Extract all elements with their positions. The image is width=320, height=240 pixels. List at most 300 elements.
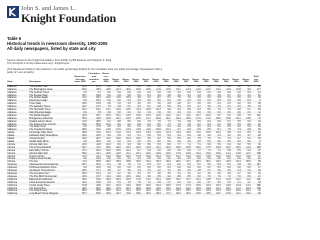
value-cell: 8.2 <box>137 120 141 123</box>
newspaper-cell: Times Daily <box>29 103 42 106</box>
value-cell: 36.7 <box>73 164 87 167</box>
value-cell: 7.5 <box>177 97 181 100</box>
value-cell: 6.1 <box>141 106 151 109</box>
value-cell: 7.5 <box>131 182 141 185</box>
value-cell: 26.7 <box>96 138 101 141</box>
value-cell: 6.7 <box>197 85 201 88</box>
value-cell: 9.5 <box>241 89 251 92</box>
value-cell: 7.0 <box>187 97 191 100</box>
value-cell: 4.8 <box>161 95 171 98</box>
value-cell: 51 <box>251 95 261 98</box>
value-cell: 17.9 <box>191 118 201 121</box>
value-cell: 18.9 <box>181 147 191 150</box>
value-cell: 12.9 <box>156 132 161 135</box>
value-cell: 0.0 <box>83 126 87 129</box>
value-cell: 17.2 <box>201 118 211 121</box>
value-cell: 6.5 <box>217 143 221 146</box>
state-cell: Arizona <box>7 155 16 158</box>
newspaper-cell: Today's News-Herald <box>29 158 73 161</box>
value-cell: 59.0 <box>87 188 101 191</box>
value-cell: 97 <box>258 149 261 152</box>
value-cell: 17.3 <box>186 184 191 187</box>
value-cell: 14.1 <box>196 178 201 181</box>
value-cell: 11.5 <box>131 129 141 132</box>
value-cell: 0.0 <box>191 112 201 115</box>
value-cell: 3.1 <box>241 95 251 98</box>
value-cell: 13.1 <box>106 109 111 112</box>
value-cell: 8.0 <box>167 143 171 146</box>
value-cell: 66.2 <box>73 89 87 92</box>
value-cell: 8.8 <box>131 124 141 127</box>
value-cell: 158 <box>251 188 261 191</box>
value-cell: 26.1 <box>196 161 201 164</box>
value-cell: 21.1 <box>151 147 161 150</box>
table-header-row <box>7 73 261 85</box>
value-cell: 18.3 <box>126 178 131 181</box>
value-cell: 20.1 <box>161 118 171 121</box>
newspaper-cell: The Selma Times-Journal <box>29 124 73 127</box>
explanation-note-cont: parity of 1 are at parity.) <box>7 70 35 74</box>
value-cell: 0.0 <box>201 112 211 115</box>
report-link[interactable]: The full report is at http://www.asne.org/...knight/report <box>7 62 70 66</box>
value-cell: 9.1 <box>147 97 151 100</box>
value-cell: 6.0 <box>131 95 141 98</box>
value-cell: 46.3 <box>82 114 87 117</box>
value-cell: 19.6 <box>106 178 111 181</box>
value-cell: 5.7 <box>201 182 211 185</box>
newspaper-cell: Anchorage Daily News <box>29 132 53 135</box>
state-cell: Arkansas <box>7 172 17 175</box>
value-cell: 2.7 <box>187 103 191 106</box>
newspaper-cell: Daily Mountain Eagle <box>29 112 73 115</box>
value-cell: 21.1 <box>231 193 241 196</box>
value-cell: 3.2 <box>137 103 141 106</box>
value-cell: 5.4 <box>161 135 171 138</box>
column-header: Circulation area nonwhite pct. <box>88 73 100 84</box>
column-header: Newsr. 2001 <box>141 73 151 85</box>
value-cell: 211 <box>251 164 261 167</box>
value-cell: 3.2 <box>151 170 161 173</box>
value-cell: 28.4 <box>151 193 161 196</box>
value-cell: 23.6 <box>201 193 211 196</box>
value-cell: 4.0 <box>231 135 241 138</box>
value-cell: 7.8 <box>111 164 121 167</box>
value-cell: 0.0 <box>241 112 251 115</box>
value-cell: 19.1 <box>211 188 221 191</box>
value-cell: 0.0 <box>187 126 191 129</box>
value-cell: 33.8 <box>126 161 131 164</box>
value-cell: 7.0 <box>227 138 231 141</box>
value-cell: 11 <box>251 112 261 115</box>
value-cell: 0.0 <box>127 126 131 129</box>
value-cell: 5.5 <box>237 120 241 123</box>
value-cell: 22.2 <box>171 188 181 191</box>
value-cell: 0.0 <box>217 167 221 170</box>
value-cell: 15.1 <box>171 89 181 92</box>
value-cell: 38.0 <box>73 129 87 132</box>
value-cell: 15.0 <box>211 153 221 156</box>
value-cell: 14.9 <box>116 132 121 135</box>
newspaper-cell: The Birmingham News <box>29 89 73 92</box>
value-cell: 177 <box>251 89 261 92</box>
value-cell: 0.0 <box>101 141 111 144</box>
value-cell: 5.3 <box>211 164 221 167</box>
newspaper-cell: The Jonesboro Sun <box>29 172 50 175</box>
value-cell: 6.4 <box>131 106 141 109</box>
value-cell: 8.3 <box>177 149 181 152</box>
column-header: Newsr. 1995 <box>201 73 211 85</box>
value-cell: 5.2 <box>171 106 181 109</box>
value-cell: 23.5 <box>87 135 101 138</box>
value-cell: 29.4 <box>141 193 151 196</box>
value-cell: 25.1 <box>186 190 191 193</box>
value-cell: 13.0 <box>191 89 201 92</box>
value-cell: 8.0 <box>187 149 191 152</box>
value-cell: 5.0 <box>157 85 161 88</box>
value-cell: 12.5 <box>226 155 231 158</box>
value-cell: 10.0 <box>136 138 141 141</box>
value-cell: 0.0 <box>101 100 111 103</box>
newspaper-cell: Northwest Arkansas Times <box>29 167 57 170</box>
value-cell: 0.0 <box>181 158 191 161</box>
value-cell: 14.7 <box>186 178 191 181</box>
value-cell: 17.0 <box>146 178 151 181</box>
value-cell: 0.0 <box>117 91 121 94</box>
value-cell: 15.3 <box>96 172 101 175</box>
value-cell: 8.8 <box>117 120 121 123</box>
value-cell: 48.5 <box>73 188 87 191</box>
value-cell: 12.2 <box>236 178 241 181</box>
value-cell: 2.7 <box>201 170 211 173</box>
value-cell: 0.0 <box>231 112 241 115</box>
value-cell: 7.8 <box>121 182 131 185</box>
value-cell: 15.4 <box>106 132 111 135</box>
value-cell: 12.1 <box>211 89 221 92</box>
value-cell: 9.2 <box>157 138 161 141</box>
value-cell: 5.2 <box>171 135 181 138</box>
column-header: Newsr. 1997 <box>181 73 191 85</box>
value-cell: 13.8 <box>241 118 251 121</box>
value-cell: 6.8 <box>117 85 121 88</box>
value-cell: 8.4 <box>197 109 201 112</box>
value-cell: 24.8 <box>141 188 151 191</box>
value-cell: 41 <box>258 190 261 193</box>
value-cell: 16.2 <box>221 147 231 150</box>
value-cell: 17.2 <box>87 106 101 109</box>
newspaper-cell: The Pine Bluff Commercial <box>29 176 73 179</box>
value-cell: 47.3 <box>82 155 87 158</box>
value-cell: 22 <box>258 120 261 123</box>
value-cell: 21.5 <box>126 184 131 187</box>
value-cell: 18.4 <box>221 188 231 191</box>
value-cell: 21.8 <box>141 147 151 150</box>
value-cell: 0.0 <box>121 112 131 115</box>
state-cell: Alabama <box>7 112 29 115</box>
state-cell: Alabama <box>7 120 17 123</box>
state-cell: Arizona <box>7 158 29 161</box>
value-cell: 9.1 <box>137 85 141 88</box>
value-cell: 6.7 <box>121 106 131 109</box>
state-cell: California <box>7 182 29 185</box>
newspaper-cell: Arizona Daily Sun <box>29 143 48 146</box>
value-cell: 9.6 <box>147 138 151 141</box>
value-cell: 12.9 <box>96 167 101 170</box>
value-cell: 12.6 <box>116 109 121 112</box>
value-cell: 7.3 <box>221 176 231 179</box>
value-cell: 0.0 <box>131 158 141 161</box>
value-cell: 9.3 <box>227 114 231 117</box>
value-cell: 16.5 <box>161 89 171 92</box>
value-cell: 0.0 <box>221 100 231 103</box>
value-cell: 23.3 <box>226 161 231 164</box>
value-cell: 91 <box>258 132 261 135</box>
value-cell: 6.2 <box>207 120 211 123</box>
value-cell: 0.0 <box>147 126 151 129</box>
state-cell: California <box>7 188 29 191</box>
value-cell: 0.0 <box>107 126 111 129</box>
value-cell: 8.1 <box>111 182 121 185</box>
value-cell: 8.2 <box>187 138 191 141</box>
value-cell: 4.2 <box>221 135 231 138</box>
value-cell: 23.3 <box>206 190 211 193</box>
value-cell: 14.3 <box>241 147 251 150</box>
newspaper-cell: Bakersfield Californian <box>29 178 53 181</box>
value-cell: 6.4 <box>161 164 171 167</box>
value-cell: 8.3 <box>157 143 161 146</box>
value-cell: 2.6 <box>197 103 201 106</box>
knight-foundation-logo-icon <box>7 6 19 18</box>
value-cell: 18.2 <box>191 147 201 150</box>
value-cell: 0.0 <box>83 167 87 170</box>
value-cell: 13.1 <box>216 178 221 181</box>
value-cell: 16.2 <box>191 153 201 156</box>
value-cell: 6.7 <box>191 124 201 127</box>
value-cell: 3.9 <box>231 106 241 109</box>
value-cell: 19.6 <box>171 147 181 150</box>
value-cell: 23.1 <box>106 184 111 187</box>
value-cell: 6.3 <box>227 143 231 146</box>
column-header: Newsr. 1994 <box>211 73 221 85</box>
value-cell: 10 <box>251 124 261 127</box>
value-cell: 8.1 <box>101 164 111 167</box>
value-cell: 9.8 <box>227 132 231 135</box>
value-cell: 0.0 <box>151 100 161 103</box>
value-cell: 41.8 <box>96 143 101 146</box>
value-cell: 11.4 <box>101 176 111 179</box>
value-cell: 22.5 <box>131 118 141 121</box>
value-cell: 12.7 <box>201 89 211 92</box>
value-cell: 0.0 <box>167 167 171 170</box>
value-cell: 8.5 <box>147 85 151 88</box>
value-cell: 2.4 <box>217 103 221 106</box>
value-cell: 3.3 <box>127 103 131 106</box>
value-cell: 7.2 <box>227 109 231 112</box>
value-cell: 8.6 <box>147 143 151 146</box>
value-cell: 4.3 <box>211 106 221 109</box>
state-cell: California <box>7 178 17 181</box>
value-cell: 16 <box>258 126 261 129</box>
value-cell: 2.5 <box>247 172 251 175</box>
value-cell: 0.0 <box>131 112 141 115</box>
value-cell: 6.8 <box>187 120 191 123</box>
column-header: Newsr. 2003 <box>121 73 131 85</box>
value-cell: 3.7 <box>111 170 121 173</box>
value-cell: 18 <box>258 138 261 141</box>
value-cell: 11.2 <box>106 138 111 141</box>
value-cell: 7.3 <box>171 124 181 127</box>
value-cell: 10.6 <box>151 129 161 132</box>
value-cell: 12.4 <box>166 132 171 135</box>
value-cell: 9.4 <box>237 132 241 135</box>
value-cell: 7.2 <box>131 164 141 167</box>
value-cell: 6.4 <box>201 124 211 127</box>
value-cell: 3.4 <box>131 170 141 173</box>
value-cell: 29 <box>258 161 261 164</box>
value-cell: 5.1 <box>231 182 241 185</box>
value-cell: 14.4 <box>181 89 191 92</box>
value-cell: 6.1 <box>247 109 251 112</box>
value-cell: 3.9 <box>137 172 141 175</box>
brand-subtitle: John S. and James L. <box>21 5 76 12</box>
value-cell: 0.0 <box>207 126 211 129</box>
value-cell: 16.5 <box>211 118 221 121</box>
value-cell: 0.0 <box>211 100 221 103</box>
value-cell: 15.8 <box>221 118 231 121</box>
value-cell: 24.0 <box>73 176 87 179</box>
value-cell: 3.0 <box>171 170 181 173</box>
value-cell: 31.6 <box>96 132 101 135</box>
value-cell: 11.0 <box>141 129 151 132</box>
state-cell: Arkansas <box>7 176 29 179</box>
value-cell: 5.0 <box>247 120 251 123</box>
value-cell: 10.8 <box>116 138 121 141</box>
value-cell: 0.0 <box>111 112 121 115</box>
newspaper-cell: Arizona Daily Star <box>29 153 73 156</box>
value-cell: 37.1 <box>82 149 87 152</box>
value-cell: 7.3 <box>127 85 131 88</box>
value-cell: 5.5 <box>231 124 241 127</box>
newspaper-cell: The Tuscaloosa News <box>29 129 73 132</box>
value-cell: 55.5 <box>87 124 101 127</box>
value-cell: 17.5 <box>201 147 211 150</box>
table-row <box>7 193 261 196</box>
value-cell: 6.0 <box>237 143 241 146</box>
value-cell: 5.5 <box>201 164 211 167</box>
value-cell: 11.6 <box>116 97 121 100</box>
value-cell: 0.0 <box>73 141 87 144</box>
value-cell: 3.1 <box>161 170 171 173</box>
value-cell: 14.8 <box>226 184 231 187</box>
state-cell: Alabama <box>7 91 17 94</box>
value-cell: 6.1 <box>211 124 221 127</box>
newspaper-cell: The Decatur Daily <box>29 95 73 98</box>
value-cell: 3.0 <box>207 172 211 175</box>
value-cell: 60.8 <box>87 193 101 196</box>
newspaper-cell: Chico Enterprise-Record <box>29 182 73 185</box>
value-cell: 7.7 <box>177 143 181 146</box>
value-cell: 31.6 <box>121 193 131 196</box>
value-cell: 0.0 <box>247 126 251 129</box>
value-cell: 47.7 <box>87 176 101 179</box>
value-cell: 2.8 <box>227 172 231 175</box>
state-cell: Alabama <box>7 100 29 103</box>
value-cell: 8.2 <box>191 176 201 179</box>
state-cell: Arizona <box>7 149 16 152</box>
value-cell: 7.9 <box>197 138 201 141</box>
value-cell: 9.7 <box>137 149 141 152</box>
value-cell: 19.1 <box>246 190 251 193</box>
state-cell: California <box>7 190 17 193</box>
value-cell: 32.6 <box>136 161 141 164</box>
state-cell: Alabama <box>7 118 29 121</box>
value-cell: 7.7 <box>197 149 201 152</box>
value-cell: 22.6 <box>101 153 111 156</box>
value-cell: 18.1 <box>126 155 131 158</box>
column-header: Newsr. 2000 <box>151 73 161 85</box>
value-cell: 3.6 <box>107 103 111 106</box>
value-cell: 21.7 <box>141 118 151 121</box>
value-cell: 6.9 <box>101 135 111 138</box>
value-cell: 28.8 <box>96 120 101 123</box>
value-cell: 27.6 <box>111 188 121 191</box>
state-cell: Alabama <box>7 129 29 132</box>
newspaper-cell: Tucson Citizen <box>29 155 45 158</box>
value-cell: 0.0 <box>171 112 181 115</box>
newspaper-cell: The Fresno Bee <box>29 188 73 191</box>
value-cell: 6.5 <box>241 176 251 179</box>
value-cell: 25.4 <box>87 100 101 103</box>
value-cell: 17.6 <box>136 178 141 181</box>
value-cell: 8.8 <box>237 114 241 117</box>
value-cell: 11.0 <box>196 132 201 135</box>
value-cell: 5.0 <box>181 135 191 138</box>
newspaper-cell: Southwest Times Record <box>29 170 73 173</box>
value-cell: 6.2 <box>181 182 191 185</box>
value-cell: 25.8 <box>131 188 141 191</box>
value-cell: 2.4 <box>231 170 241 173</box>
value-cell: 60.7 <box>73 147 87 150</box>
value-cell: 19.4 <box>106 155 111 158</box>
value-cell: 10.7 <box>196 114 201 117</box>
value-cell: 0.0 <box>181 112 191 115</box>
value-cell: 21.1 <box>121 153 131 156</box>
state-cell: Alaska <box>7 132 15 135</box>
value-cell: 74 <box>251 118 261 121</box>
value-cell: 0.0 <box>247 91 251 94</box>
value-cell: 7.4 <box>207 149 211 152</box>
value-cell: 0.0 <box>107 91 111 94</box>
value-cell: 14.4 <box>126 132 131 135</box>
value-cell: 7.3 <box>217 138 221 141</box>
value-cell: 11.5 <box>186 132 191 135</box>
value-cell: 36.2 <box>106 161 111 164</box>
value-cell: 9.2 <box>161 176 171 179</box>
value-cell: 9.0 <box>157 149 161 152</box>
value-cell: 0.0 <box>167 126 171 129</box>
value-cell: 8.4 <box>101 182 111 185</box>
value-cell: 0.0 <box>137 91 141 94</box>
value-cell: 3.8 <box>101 170 111 173</box>
value-cell: 10.2 <box>131 176 141 179</box>
column-header: Newsr. 1996 <box>191 73 201 85</box>
value-cell: 23.1 <box>161 188 171 191</box>
value-cell: 7.6 <box>217 109 221 112</box>
value-cell: 7.8 <box>221 129 231 132</box>
value-cell: 11.2 <box>186 114 191 117</box>
value-cell: 9.6 <box>117 143 121 146</box>
value-cell: 18.0 <box>73 124 87 127</box>
value-cell: 4.9 <box>151 95 161 98</box>
